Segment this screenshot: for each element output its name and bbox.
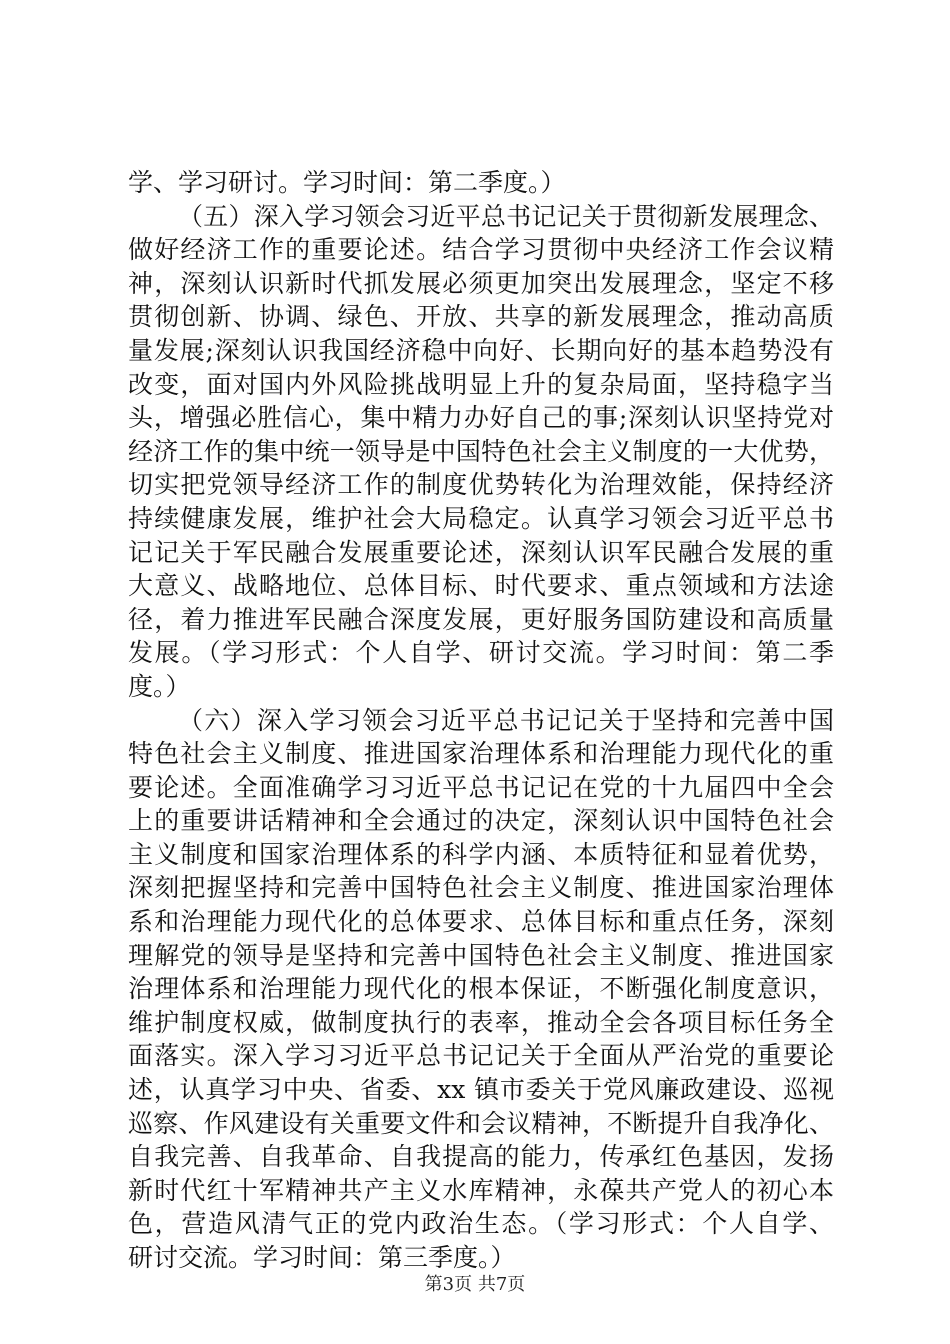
text-line: 维护制度权威，做制度执行的表率，推动全会各项目标任务全 — [128, 1007, 834, 1037]
text-line: 系和治理能力现代化的总体要求、总体目标和重点任务，深刻 — [128, 907, 834, 937]
text-line: 特色社会主义制度、推进国家治理体系和治理能力现代化的重 — [128, 739, 834, 769]
text-line: 改变，面对国内外风险挑战明显上升的复杂局面，坚持稳字当 — [128, 369, 834, 399]
paragraph-6-heading-line: （六）深入学习领会习近平总书记记关于坚持和完善中国 — [178, 705, 834, 735]
text-line: 新时代红十军精神共产主义水库精神，永葆共产党人的初心本 — [128, 1175, 834, 1205]
text-line: 巡察、作风建设有关重要文件和会议精神，不断提升自我净化、 — [128, 1108, 834, 1138]
paragraph-5-heading-line: （五）深入学习领会习近平总书记记关于贯彻新发展理念、 — [178, 201, 834, 231]
text-line: 做好经济工作的重要论述。结合学习贯彻中央经济工作会议精 — [128, 235, 834, 265]
text-line: 色，营造风清气正的党内政治生态。（学习形式：个人自学、 — [128, 1209, 834, 1239]
text-line: 深刻把握坚持和完善中国特色社会主义制度、推进国家治理体 — [128, 873, 834, 903]
text-line: 学、学习研讨。学习时间：第二季度。） — [128, 168, 566, 197]
text-line: 要论述。全面准确学习习近平总书记记在党的十九届四中全会 — [128, 772, 834, 802]
text-line: 面落实。深入学习习近平总书记记关于全面从严治党的重要论 — [128, 1041, 834, 1071]
text-line: 量发展;深刻认识我国经济稳中向好、长期向好的基本趋势没有 — [128, 335, 834, 365]
text-line: 治理体系和治理能力现代化的根本保证，不断强化制度意识， — [128, 974, 834, 1004]
text-line: 记记关于军民融合发展重要论述，深刻认识军民融合发展的重 — [128, 537, 834, 567]
text-line: 发展。（学习形式：个人自学、研讨交流。学习时间：第二季 — [128, 638, 834, 668]
text-line: 贯彻创新、协调、绿色、开放、共享的新发展理念，推动高质 — [128, 302, 834, 332]
text-line: 大意义、战略地位、总体目标、时代要求、重点领域和方法途 — [128, 571, 834, 601]
document-body — [128, 166, 834, 1275]
text-line: 神，深刻认识新时代抓发展必须更加突出发展理念，坚定不移 — [128, 268, 834, 298]
text-line: 经济工作的集中统一领导是中国特色社会主义制度的一大优势， — [128, 436, 834, 466]
page-footer — [0, 1274, 950, 1296]
text-line: 研讨交流。学习时间：第三季度。） — [128, 1243, 516, 1272]
text-line: 自我完善、自我革命、自我提高的能力，传承红色基因，发扬 — [128, 1142, 834, 1172]
text-line: 切实把党领导经济工作的制度优势转化为治理效能，保持经济 — [128, 470, 834, 500]
text-line: 径，着力推进军民融合深度发展，更好服务国防建设和高质量 — [128, 604, 834, 634]
text-line: 述，认真学习中央、省委、xx 镇市委关于党风廉政建设、巡视 — [128, 1075, 834, 1105]
text-line: 度。） — [128, 671, 191, 701]
text-line: 理解党的领导是坚持和完善中国特色社会主义制度、推进国家 — [128, 940, 834, 970]
text-line: 头，增强必胜信心，集中精力办好自己的事;深刻认识坚持党对 — [128, 403, 834, 433]
text-line: 持续健康发展，维护社会大局稳定。认真学习领会习近平总书 — [128, 503, 834, 533]
text-line: 主义制度和国家治理体系的科学内涵、本质特征和显着优势， — [128, 839, 834, 869]
text-line: 上的重要讲话精神和全会通过的决定，深刻认识中国特色社会 — [128, 806, 834, 836]
page-number-indicator: 第3页 共7页 — [424, 1274, 526, 1295]
